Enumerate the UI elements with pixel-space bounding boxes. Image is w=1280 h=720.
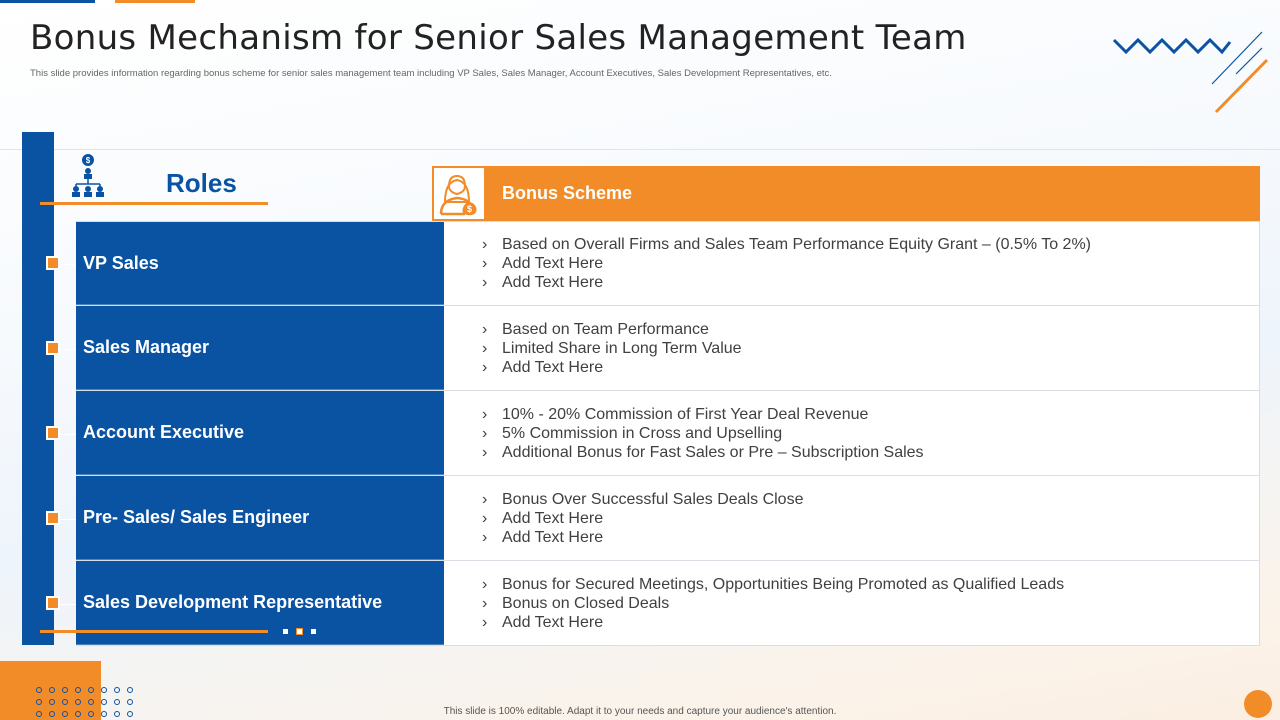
chevron-right-icon: › xyxy=(482,255,488,272)
scheme-bullet-text: Add Text Here xyxy=(502,509,604,527)
scheme-bullet-text: Add Text Here xyxy=(502,274,604,291)
left-vertical-bar xyxy=(22,132,54,645)
role-cell: Sales Development Representative xyxy=(76,561,444,645)
mini-square xyxy=(282,628,289,635)
scheme-bullet xyxy=(482,528,1259,547)
top-accent-orange xyxy=(115,0,195,3)
scheme-cell xyxy=(444,476,1260,560)
chevron-right-icon: › xyxy=(482,424,488,442)
scheme-bullet-text: Add Text Here xyxy=(502,255,604,272)
scheme-bullet xyxy=(482,254,1259,273)
scheme-bullet xyxy=(482,405,1259,424)
scheme-bullet xyxy=(482,613,1259,632)
mini-square xyxy=(310,628,317,635)
chevron-right-icon: › xyxy=(482,274,488,291)
table-row xyxy=(76,476,1260,561)
scheme-bullet xyxy=(482,424,1259,443)
scheme-bullet-text: 10% - 20% Commission of First Year Deal Revenue xyxy=(502,405,869,423)
org-chart-money-icon xyxy=(70,152,108,200)
top-accent-blue xyxy=(0,0,95,3)
corner-circle-decoration xyxy=(1244,690,1272,718)
scheme-bullet-text: Bonus on Closed Deals xyxy=(502,594,670,612)
scheme-bullet-text: Additional Bonus for Fast Sales or Pre – Subscription Sales xyxy=(502,443,924,461)
scheme-cell xyxy=(444,306,1260,390)
role-cell: Sales Manager xyxy=(76,306,444,390)
row-marker xyxy=(46,596,60,610)
scheme-bullet xyxy=(482,320,1259,339)
mini-square xyxy=(296,628,303,635)
roles-ghost-text: es xyxy=(110,185,127,202)
chevron-right-icon: › xyxy=(482,575,488,593)
row-marker-connector xyxy=(60,604,76,605)
scheme-bullet-text: Bonus Over Successful Sales Deals Close xyxy=(502,490,804,508)
svg-text:$: $ xyxy=(85,156,91,165)
role-cell: VP Sales xyxy=(76,222,444,305)
roles-underline xyxy=(40,202,268,205)
scheme-bullet xyxy=(482,575,1259,594)
bottom-orange-line xyxy=(40,630,268,633)
row-marker-connector xyxy=(60,434,76,435)
scheme-bullet xyxy=(482,339,1259,358)
bonus-scheme-title: Bonus Scheme xyxy=(502,183,633,203)
scheme-bullet-text: Add Text Here xyxy=(502,528,604,546)
scheme-bullet xyxy=(482,509,1259,528)
row-marker-connector xyxy=(60,264,76,265)
scheme-bullet xyxy=(482,594,1259,613)
role-cell: Account Executive xyxy=(76,391,444,475)
chevron-right-icon: › xyxy=(482,594,488,612)
person-money-bag-icon xyxy=(439,172,479,216)
row-marker xyxy=(46,511,60,525)
scheme-bullet-text: Add Text Here xyxy=(502,613,604,631)
bonus-icon-box xyxy=(434,168,484,219)
mini-squares-decoration xyxy=(282,628,317,635)
chevron-right-icon: › xyxy=(482,358,488,376)
scheme-bullet-text: Limited Share in Long Term Value xyxy=(502,339,742,357)
row-marker-connector xyxy=(60,519,76,520)
chevron-right-icon: › xyxy=(482,320,488,338)
chevron-right-icon: › xyxy=(482,490,488,508)
scheme-bullet xyxy=(482,235,1259,254)
page-subtitle: This slide provides information regarding bonus scheme for senior sales management team including VP Sales, Sales Manager, Account Executives, Sales Development Representatives, etc. xyxy=(30,68,832,79)
scheme-bullet-text: 5% Commission in Cross and Upselling xyxy=(502,424,783,442)
scheme-cell xyxy=(444,561,1260,645)
row-marker-connector xyxy=(60,349,76,350)
table-row xyxy=(76,221,1260,306)
row-marker xyxy=(46,256,60,270)
table-row xyxy=(76,306,1260,391)
scheme-bullet-text: Based on Overall Firms and Sales Team Performance Equity Grant – (0.5% To 2%) xyxy=(502,236,1092,253)
scheme-bullet xyxy=(482,443,1259,462)
scheme-cell xyxy=(444,222,1260,305)
role-cell: Pre- Sales/ Sales Engineer xyxy=(76,476,444,560)
chevron-right-icon: › xyxy=(482,509,488,527)
scheme-bullet-text: Bonus for Secured Meetings, Opportunities Being Promoted as Qualified Leads xyxy=(502,575,1065,593)
footer-note: This slide is 100% editable. Adapt it to your needs and capture your audience's attention. xyxy=(443,706,837,717)
scheme-bullet-text: Add Text Here xyxy=(502,358,604,376)
row-marker xyxy=(46,426,60,440)
svg-text:$: $ xyxy=(466,203,473,214)
chevron-right-icon: › xyxy=(482,405,488,423)
scheme-bullet xyxy=(482,273,1259,292)
scheme-bullet xyxy=(482,358,1259,377)
zigzag-wave-icon xyxy=(1112,28,1272,118)
roles-table xyxy=(76,221,1260,646)
chevron-right-icon: › xyxy=(482,613,488,631)
bonus-scheme-header xyxy=(432,166,1260,221)
chevron-right-icon: › xyxy=(482,443,488,461)
scheme-bullet-text: Based on Team Performance xyxy=(502,320,709,338)
roles-header xyxy=(40,150,268,208)
roles-title: Roles xyxy=(166,168,237,198)
page-title: Bonus Mechanism for Senior Sales Management Team xyxy=(30,18,967,58)
chevron-right-icon: › xyxy=(482,236,488,253)
scheme-bullet xyxy=(482,490,1259,509)
chevron-right-icon: › xyxy=(482,528,488,546)
row-marker xyxy=(46,341,60,355)
table-row xyxy=(76,391,1260,476)
table-row xyxy=(76,561,1260,646)
scheme-cell xyxy=(444,391,1260,475)
chevron-right-icon: › xyxy=(482,339,488,357)
